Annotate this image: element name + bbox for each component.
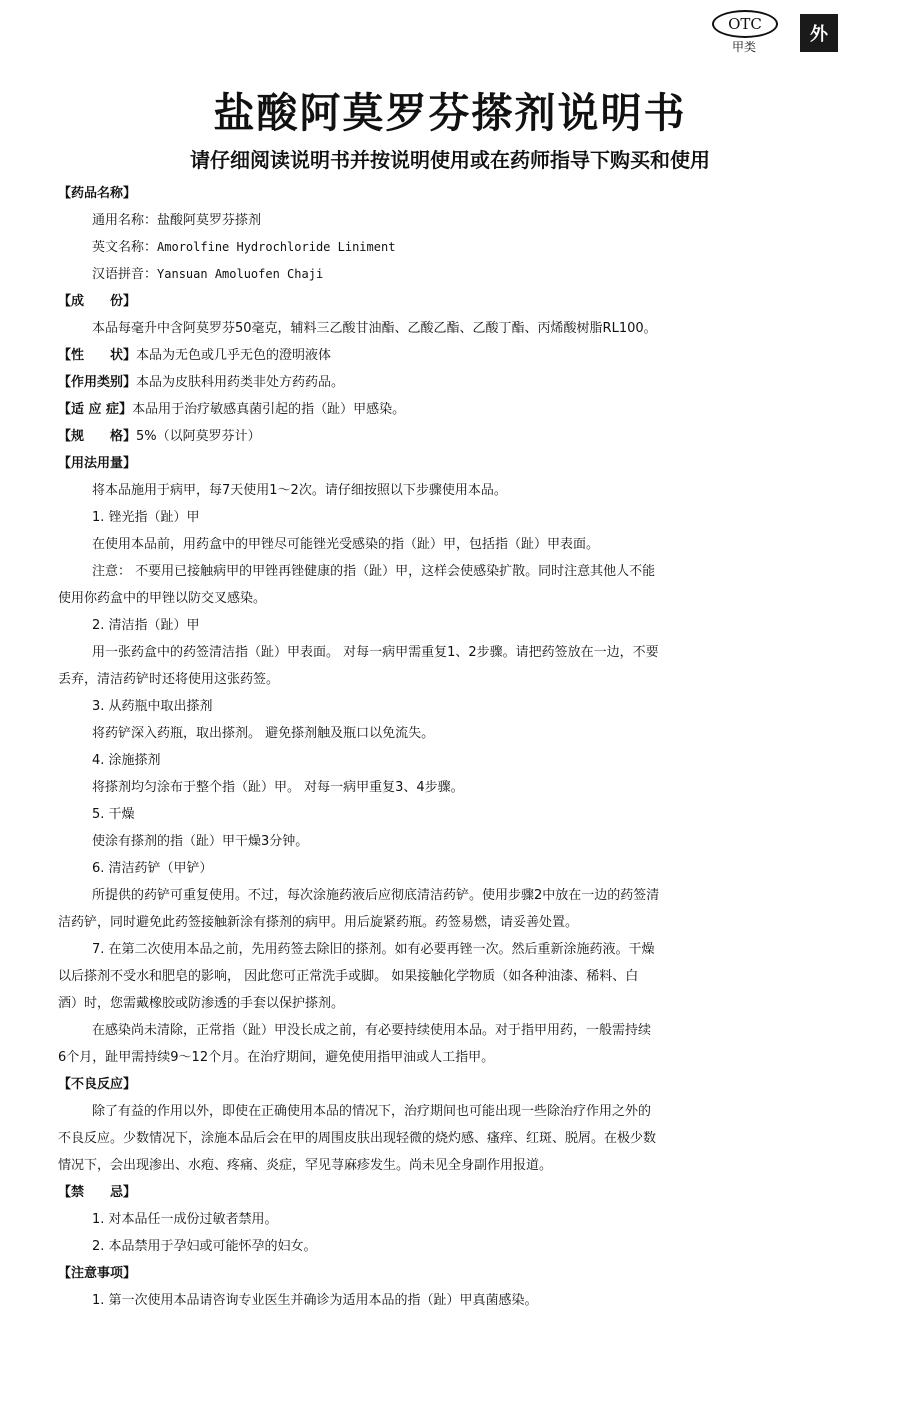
english-name-value: Amorolfine Hydrochloride Liniment [157,240,396,254]
step5-text: 使涂有搽剂的指（趾）甲干燥3分钟。 [92,834,309,849]
pinyin-name-label: 汉语拼音： [92,267,158,282]
pinyin-name-line [58,261,806,288]
category-text: 本品为皮肤科用药类非处方药药品。 [136,375,345,390]
step1-title: 1. 锉光指（趾）甲 [92,510,200,525]
usage-intro: 将本品施用于病甲，每7天使用1～2次。请仔细按照以下步骤使用本品。 [92,483,507,498]
english-name-label: 英文名称： [92,240,158,255]
category-line [58,369,806,396]
step4-text: 将搽剂均匀涂布于整个指（趾）甲。 对每一病甲重复3、4步骤。 [92,780,464,795]
step3-text: 将药铲深入药瓶，取出搽剂。 避免搽剂触及瓶口以免流失。 [92,726,435,741]
section-heading-contraindications: 【禁 忌】 [58,1185,137,1200]
english-name-line [58,234,806,261]
section-heading-specification: 【规 格】 [58,429,137,444]
pinyin-name-value: Yansuan Amoluofen Chaji [157,267,324,281]
generic-name-value: 盐酸阿莫罗芬搽剂 [157,213,262,228]
step4-title: 4. 涂施搽剂 [92,753,161,768]
section-heading-drug-name: 【药品名称】 [58,186,137,201]
specification-text: 5%（以阿莫罗芬计） [136,429,261,444]
step1-note-line1: 注意： 不要用已接触病甲的甲锉再锉健康的指（趾）甲，这样会使感染扩散。同时注意其他人不能 [92,564,656,579]
step7-line2: 以后搽剂不受水和肥皂的影响， 因此您可正常洗手或脚。 如果接触化学物质（如各种油漆、稀料、白 [58,969,639,984]
adverse-line1: 除了有益的作用以外，即使在正确使用本品的情况下，治疗期间也可能出现一些除治疗作用之外的 [92,1104,652,1119]
step5-title: 5. 干燥 [92,807,135,822]
step2-text-line1: 用一张药盒中的药签清洁指（趾）甲表面。 对每一病甲需重复1、2步骤。请把药签放在一边，不要 [92,645,659,660]
section-heading-precautions: 【注意事项】 [58,1266,137,1281]
contraindication-item-2: 2. 本品禁用于孕妇或可能怀孕的妇女。 [92,1239,317,1254]
properties-line [58,342,806,369]
section-heading-properties: 【性 状】 [58,348,137,363]
step6-title: 6. 清洁药铲（甲铲） [92,861,213,876]
document-subtitle: 请仔细阅读说明书并按说明使用或在药师指导下购买和使用 [190,148,710,172]
document-title: 盐酸阿莫罗芬搽剂说明书 [213,89,687,137]
step6-text-line1: 所提供的药铲可重复使用。不过，每次涂施药液后应彻底清洁药铲。使用步骤2中放在一边的药签清 [92,888,660,903]
leaflet-body [58,180,806,1314]
adverse-line2: 不良反应。少数情况下，涂施本品后会在甲的周围皮肤出现轻微的烧灼感、瘙痒、红斑、脱屑。在极少数 [58,1131,657,1146]
step7-line1: 7. 在第二次使用本品之前，先用药签去除旧的搽剂。如有必要再锉一次。然后重新涂施药液。干燥 [92,942,655,957]
section-heading-composition: 【成 份】 [58,294,137,309]
precaution-item-1: 1. 第一次使用本品请咨询专业医生并确诊为适用本品的指（趾）甲真菌感染。 [92,1293,538,1308]
step1-text: 在使用本品前，用药盒中的甲锉尽可能锉光受感染的指（趾）甲，包括指（趾）甲表面。 [92,537,600,552]
properties-text: 本品为无色或几乎无色的澄明液体 [136,348,332,363]
specification-line [58,423,806,450]
adverse-line3: 情况下，会出现渗出、水疱、疼痛、炎症，罕见荨麻疹发生。尚未见全身副作用报道。 [58,1158,553,1173]
otc-label: OTC [728,15,762,33]
duration-line1: 在感染尚未清除，正常指（趾）甲没长成之前，有必要持续使用本品。对于指甲用药，一般需持续 [92,1023,652,1038]
composition-text: 本品每毫升中含阿莫罗芬50毫克，辅料三乙酸甘油酯、乙酸乙酯、乙酸丁酯、丙烯酸树脂RL100。 [92,321,657,336]
contraindication-item-1: 1. 对本品任一成份过敏者禁用。 [92,1212,278,1227]
section-heading-indication: 【适 应 症】 [58,402,133,417]
duration-line2: 6个月，趾甲需持续9～12个月。在治疗期间，避免使用指甲油或人工指甲。 [58,1050,495,1065]
section-heading-usage: 【用法用量】 [58,456,137,471]
otc-badge [712,10,778,38]
step2-text-line2: 丢弃，清洁药铲时还将使用这张药签。 [58,672,280,687]
step3-title: 3. 从药瓶中取出搽剂 [92,699,213,714]
generic-name-line [58,207,806,234]
section-heading-category: 【作用类别】 [58,375,137,390]
otc-class-label: 甲类 [731,40,756,54]
section-heading-adverse: 【不良反应】 [58,1077,137,1092]
step2-title: 2. 清洁指（趾）甲 [92,618,200,633]
step6-text-line2: 洁药铲，同时避免此药签接触新涂有搽剂的病甲。用后旋紧药瓶。药签易燃，请妥善处置。 [58,915,579,930]
step7-line3: 酒）时，您需戴橡胶或防渗透的手套以保护搽剂。 [58,996,345,1011]
step1-note-line2: 使用你药盒中的甲锉以防交叉感染。 [58,591,267,606]
indication-text: 本品用于治疗敏感真菌引起的指（趾）甲感染。 [132,402,406,417]
indication-line [58,396,806,423]
generic-name-label: 通用名称： [92,213,158,228]
external-use-badge: 外 [800,14,838,52]
